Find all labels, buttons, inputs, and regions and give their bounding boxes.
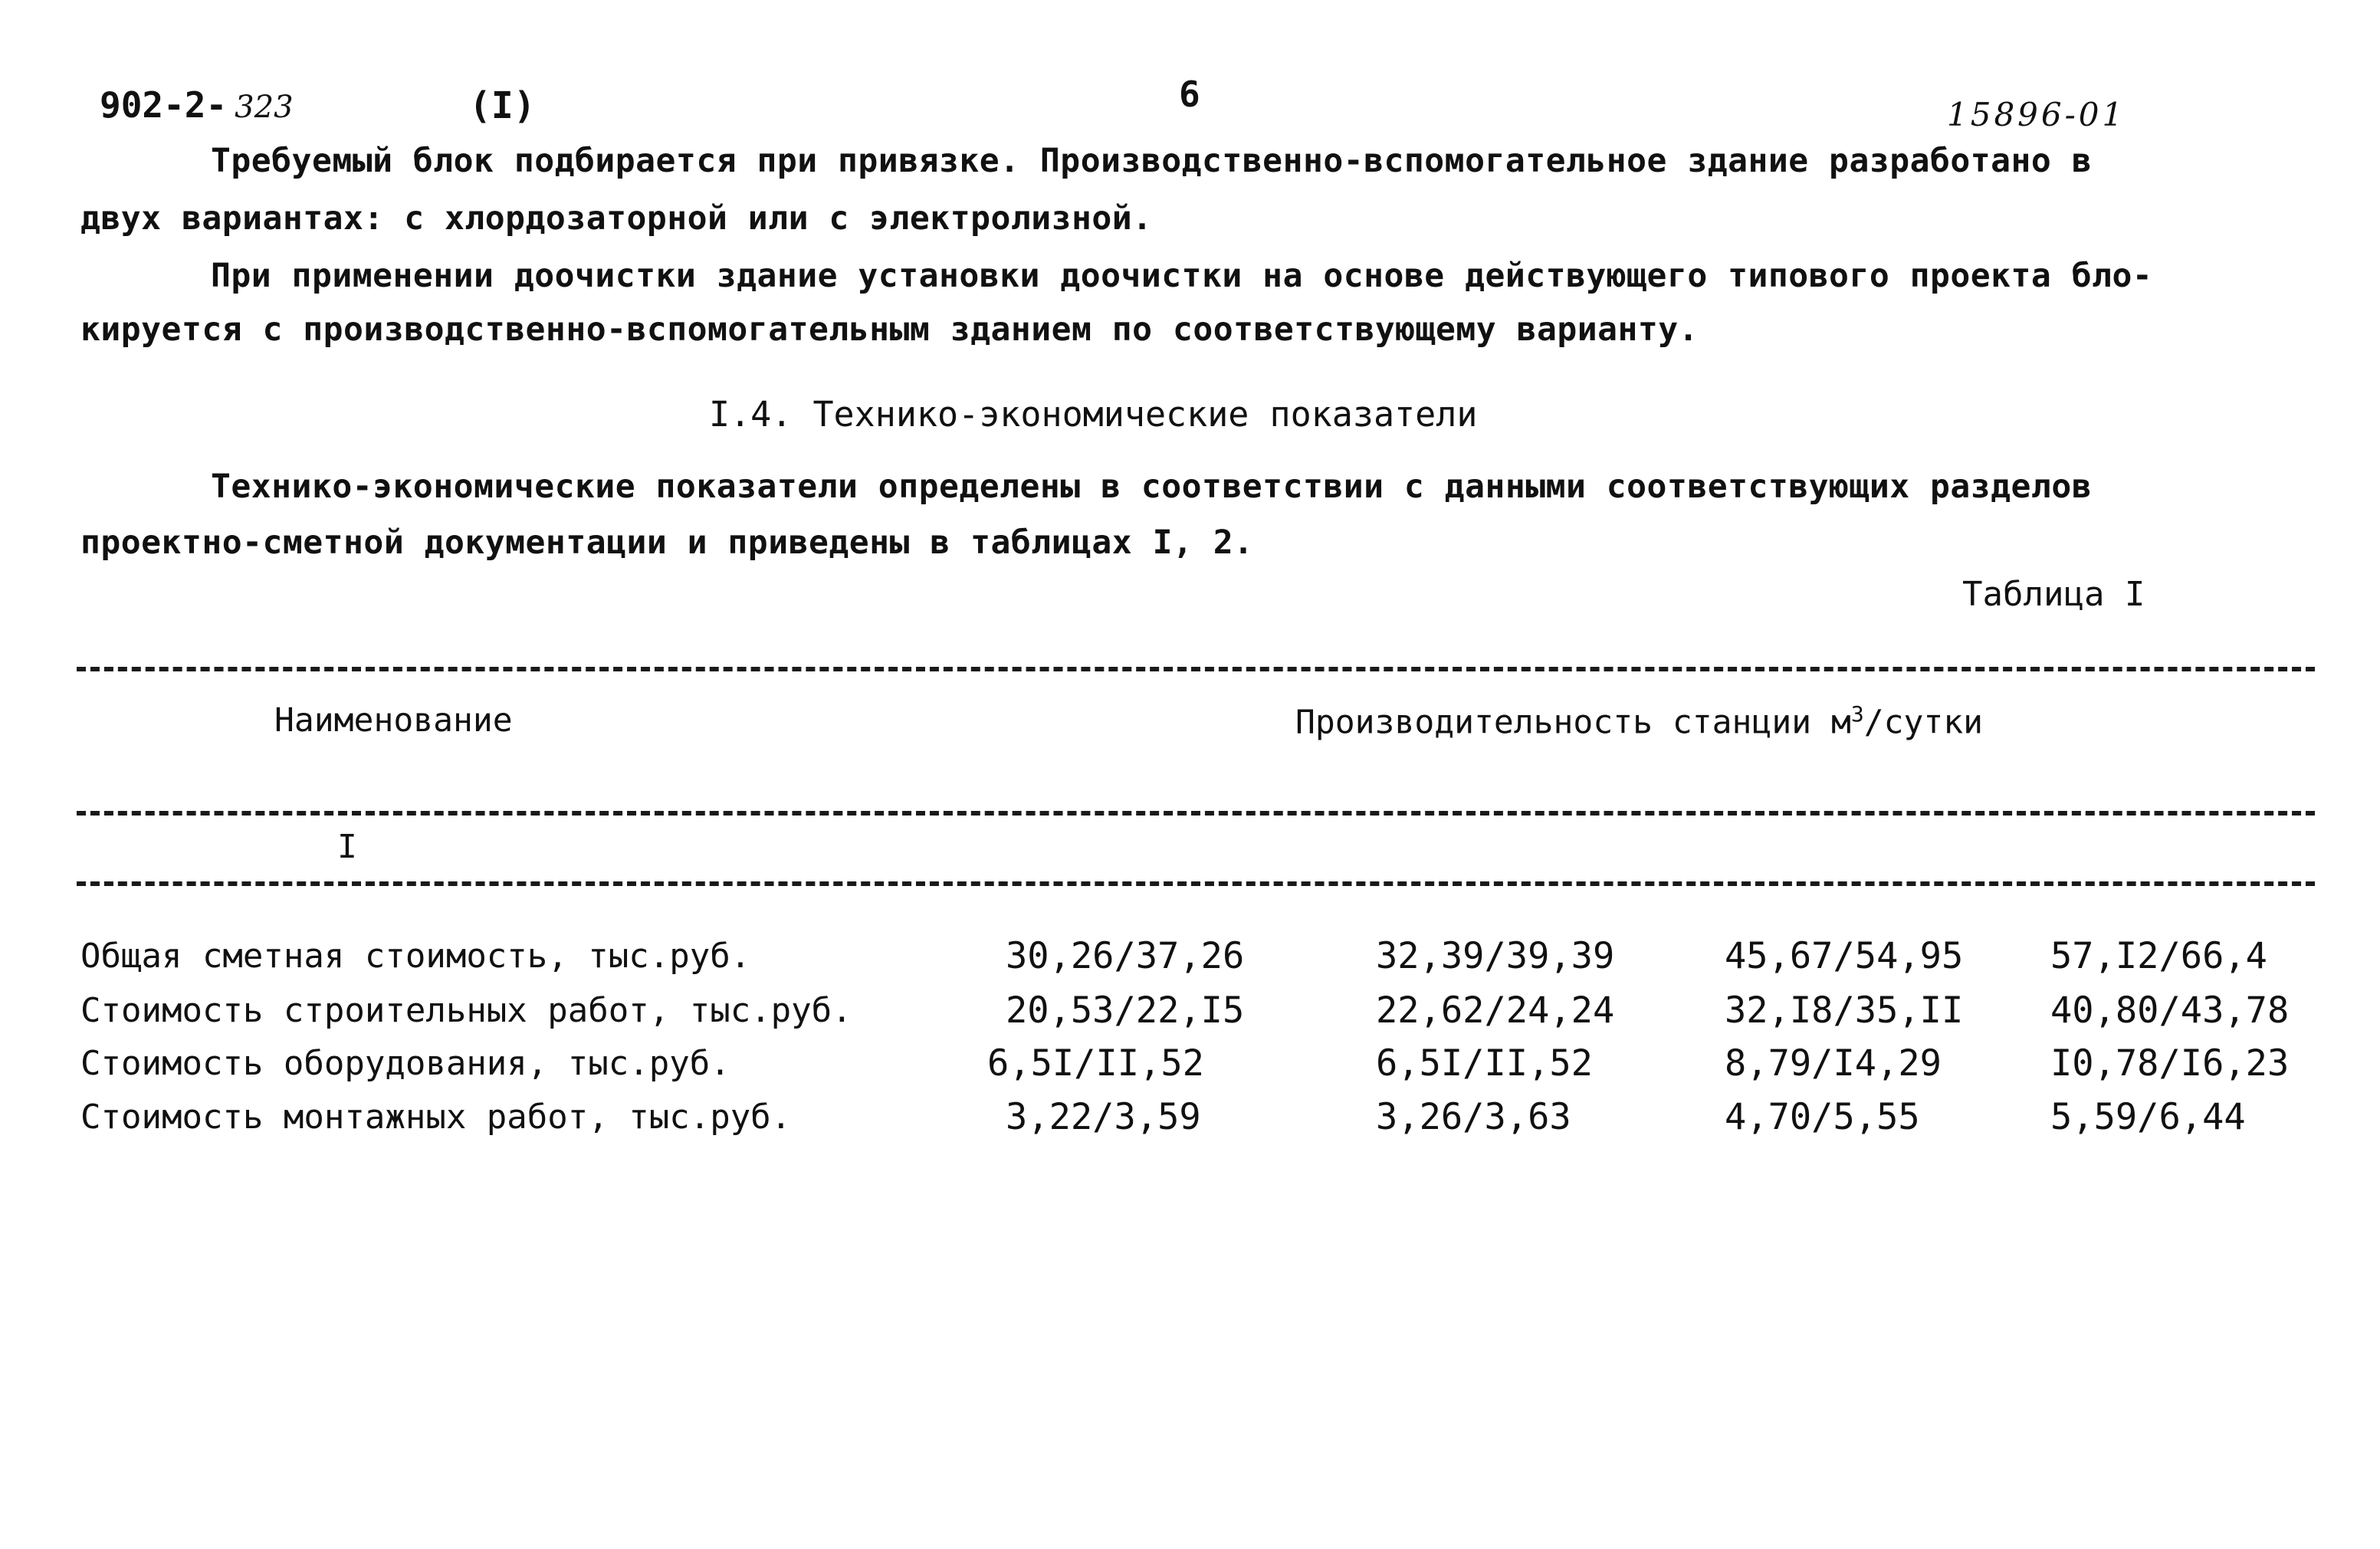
table-cell: 3,22/3,59 [1006,1096,1201,1138]
table-cell: 40,80/43,78 [2050,989,2290,1032]
capacity-header-text: Производительность станции м [1295,703,1851,742]
document-code-handwritten: 323 [235,90,294,125]
document-part: (I) [469,84,536,127]
table-label: Таблица I [1962,575,2145,614]
column-header-capacity [1295,701,1983,741]
document-code [100,84,294,126]
column-header-name: Наименование [274,701,513,740]
table-cell: 6,5I/II,52 [987,1042,1204,1085]
table-cell: 20,53/22,I5 [1006,989,1245,1032]
row-name: Стоимость монтажных работ, тыс.руб. [80,1098,792,1137]
table-cell: 32,39/39,39 [1376,935,1615,977]
table-cell: 22,62/24,24 [1376,989,1615,1032]
paragraph-2-line-1: При применении доочистки здание установки доочистки на основе действующего типового проекта бло- [211,257,2153,295]
document-code-printed: 902-2- [100,84,228,126]
capacity-header-superscript: 3 [1850,701,1864,727]
capacity-header-unit: /сутки [1863,703,1984,742]
row-name: Стоимость строительных работ, тыс.руб. [80,991,852,1030]
table-cell: 45,67/54,95 [1725,935,1964,977]
section-title: I.4. Технико-экономические показатели [709,394,1478,435]
section-intro-line-1: Технико-экономические показатели определены в соответствии с данными соответствующих разделов [211,468,2093,506]
table-cell: 4,70/5,55 [1725,1096,1920,1138]
row-name: Стоимость оборудования, тыс.руб. [80,1044,730,1083]
table-cell: 6,5I/II,52 [1376,1042,1593,1085]
section-intro-line-2: проектно-сметной документации и приведены в таблицах I, 2. [80,523,1254,562]
row-name: Общая сметная стоимость, тыс.руб. [80,937,751,976]
table-cell: 8,79/I4,29 [1725,1042,1942,1085]
table-cell: 57,I2/66,4 [2050,935,2267,977]
column-number-1: I [337,828,357,866]
paragraph-1-line-2: двух вариантах: с хлордозаторной или с электролизной. [80,199,1153,238]
table-cell: 5,59/6,44 [2050,1096,2246,1138]
table-cell: 32,I8/35,II [1725,989,1964,1032]
paragraph-2-line-2: кируется с производственно-вспомогательным зданием по соответствующему варианту. [80,310,1699,349]
table-cell: I0,78/I6,23 [2050,1042,2290,1085]
table-top-rule [77,667,2315,671]
registration-number: 15896-01 [1947,96,2126,133]
table-numbering-rule [77,881,2315,886]
table-cell: 3,26/3,63 [1376,1096,1571,1138]
page-number: 6 [1179,74,1200,115]
table-cell: 30,26/37,26 [1006,935,1245,977]
paragraph-1-line-1: Требуемый блок подбирается при привязке. Производственно-вспомогательное здание разработано в [211,142,2093,180]
table-header-rule [77,811,2315,816]
